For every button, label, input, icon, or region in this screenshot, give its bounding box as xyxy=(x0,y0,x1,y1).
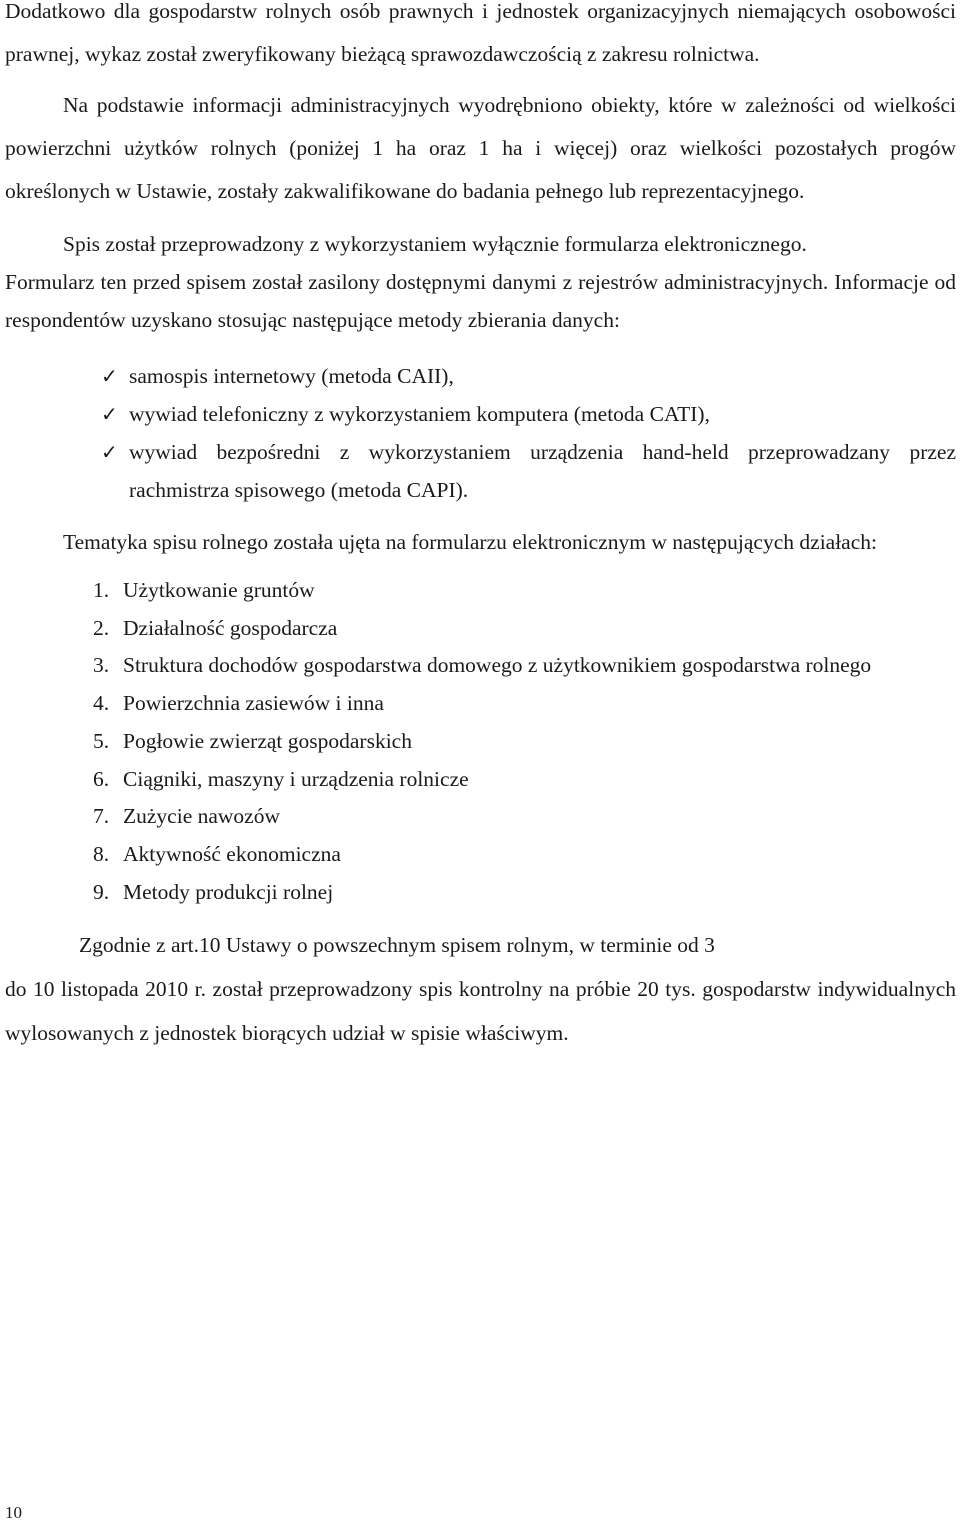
list-item xyxy=(5,395,956,433)
item-number: 1. xyxy=(93,578,110,602)
checkmark-icon: ✓ xyxy=(101,440,118,464)
item-number: 4. xyxy=(93,691,110,716)
paragraph-topics: Tematyka spisu rolnego została ujęta na formularzu elektronicznym w następujących działach: xyxy=(63,530,877,554)
item-label: Aktywność ekonomiczna xyxy=(123,841,341,866)
list-item xyxy=(5,357,956,395)
paragraph-verification: Dodatkowo dla gospodarstw rolnych osób prawnych i jednostek organizacyjnych niemających osobowości prawnej, wykaz został zweryfikowany bieżącą sprawozdawczością z zakresu rolnictwa. xyxy=(5,0,956,66)
list-item xyxy=(5,723,956,761)
item-number: 7. xyxy=(93,804,110,829)
item-label: Powierzchnia zasiewów i inna xyxy=(123,691,384,716)
method-label: wywiad telefoniczny z wykorzystaniem komputera (metoda CATI), xyxy=(129,402,710,426)
paragraph-control-census-rest: do 10 listopada 2010 r. został przeprowadzony spis kontrolny na próbie 20 tys. gospodarstw indywidualnych wylosowanych z jednostek biorących udział w spisie właściwym. xyxy=(5,977,956,1046)
list-item xyxy=(5,647,956,685)
item-number: 9. xyxy=(93,879,110,904)
paragraph-census-method-first: Spis został przeprowadzony z wykorzystaniem wyłącznie formularza elektronicznego. xyxy=(63,232,807,256)
document-page xyxy=(5,0,956,1055)
item-number: 5. xyxy=(93,728,110,753)
list-item xyxy=(5,836,956,874)
paragraph-control-census-first: Zgodnie z art.10 Ustawy o powszechnym spisem rolnym, w terminie od 3 xyxy=(79,933,715,958)
list-item xyxy=(5,433,956,509)
list-item xyxy=(5,798,956,836)
checkmark-icon: ✓ xyxy=(101,402,118,426)
item-label: Ciągniki, maszyny i urządzenia rolnicze xyxy=(123,766,469,791)
methods-list xyxy=(5,357,956,509)
method-label: wywiad bezpośredni z wykorzystaniem urządzenia hand-held przeprowadzany przez rachmistrza spisowego (metoda CAPI). xyxy=(129,440,956,502)
list-item xyxy=(5,572,956,610)
paragraph-census-method xyxy=(5,225,956,339)
sections-list xyxy=(5,572,956,911)
item-label: Użytkowanie gruntów xyxy=(123,578,315,602)
item-label: Działalność gospodarcza xyxy=(123,615,338,640)
item-label: Metody produkcji rolnej xyxy=(123,879,334,904)
list-item xyxy=(5,610,956,648)
item-label: Struktura dochodów gospodarstwa domowego z użytkownikiem gospodarstwa rolnego xyxy=(123,653,872,678)
checkmark-icon: ✓ xyxy=(101,364,118,388)
page-number: 10 xyxy=(5,1503,22,1522)
list-item xyxy=(5,761,956,799)
item-label: Zużycie nawozów xyxy=(123,804,280,829)
list-item xyxy=(5,874,956,912)
paragraph-control-census xyxy=(5,923,956,1055)
item-number: 8. xyxy=(93,841,110,866)
method-label: samospis internetowy (metoda CAII), xyxy=(129,364,454,388)
paragraph-objects: Na podstawie informacji administracyjnych wyodrębniono obiekty, które w zależności od wielkości powierzchni użytków rolnych (poniżej 1 ha oraz 1 ha i więcej) oraz wielkości pozostałych progów określonych w Ustawie, zostały zakwalifikowane do badania pełnego lub reprezentacyjnego. xyxy=(5,93,956,203)
paragraph-census-method-rest: Formularz ten przed spisem został zasilony dostępnymi danymi z rejestrów administracyjnych. Informacje od respondentów uzyskano stosując następujące metody zbierania danych: xyxy=(5,270,956,332)
list-item xyxy=(5,685,956,723)
item-number: 2. xyxy=(93,615,110,640)
item-label: Pogłowie zwierząt gospodarskich xyxy=(123,728,412,753)
item-number: 3. xyxy=(93,653,110,678)
item-number: 6. xyxy=(93,766,110,791)
